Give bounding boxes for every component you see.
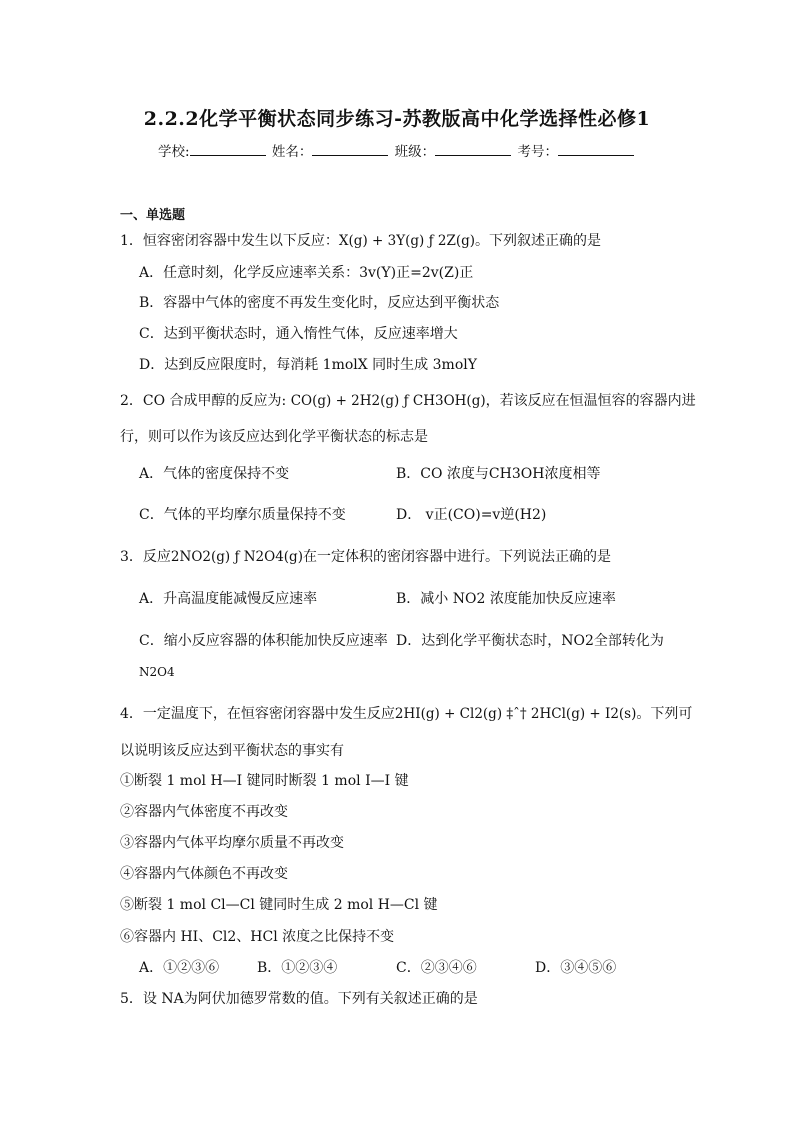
- section-heading: 一、单选题: [120, 208, 186, 223]
- question-2-stem-cont: 行，则可以作为该反应达到化学平衡状态的标志是: [120, 429, 428, 445]
- question-2-equation: CO(g) + 2H2(g) ƒ CH3OH(g): [290, 393, 486, 409]
- question-4-item-1: ①断裂 1 mol H—I 键同时断裂 1 mol I—I 键: [120, 773, 409, 789]
- question-2-option-c: C．气体的平均摩尔质量保持不变: [139, 507, 346, 523]
- question-3-option-a: A．升高温度能减慢反应速率: [139, 591, 318, 607]
- name-label: 姓名：: [271, 144, 313, 160]
- question-2-option-a: A．气体的密度保持不变: [139, 466, 290, 482]
- question-3-option-d: D．达到化学平衡状态时，NO2全部转化为: [396, 633, 664, 649]
- question-4-option-b: B．①②③④: [257, 960, 338, 976]
- question-1-option-a: A．任意时刻，化学反应速率关系：3v(Y)正=2v(Z)正: [139, 265, 474, 281]
- name-blank[interactable]: [312, 143, 388, 156]
- question-4-item-6: ⑥容器内 HI、Cl2、HCl 浓度之比保持不变: [120, 929, 395, 945]
- question-1-option-c: C．达到平衡状态时，通入惰性气体，反应速率增大: [139, 326, 458, 342]
- student-info-row: [0, 140, 794, 160]
- question-3-stem: 3．反应2NO2(g) ƒ N2O4(g)在一定体积的密闭容器中进行。下列说法正确的是: [120, 549, 611, 565]
- question-1-stem: 1．恒容密闭容器中发生以下反应：X(g) + 3Y(g) ƒ 2Z(g)。下列叙述正确的是: [120, 233, 602, 249]
- question-2-stem: 2．CO 合成甲醇的反应为: CO(g) + 2H2(g) ƒ CH3OH(g)，若该反应在恒温恒容的容器内进: [120, 393, 696, 409]
- question-3-option-d-cont: N2O4: [139, 665, 175, 679]
- question-4-item-5: ⑤断裂 1 mol Cl—Cl 键同时生成 2 mol H—Cl 键: [120, 897, 438, 913]
- question-1-equation: X(g) + 3Y(g) ƒ 2Z(g): [338, 233, 476, 249]
- question-4-item-4: ④容器内气体颜色不再改变: [120, 866, 288, 882]
- question-4-item-2: ②容器内气体密度不再改变: [120, 804, 288, 820]
- question-4-option-c: C．②③④⑥: [396, 960, 477, 976]
- page-title: 2.2.2化学平衡状态同步练习-苏教版高中化学选择性必修1: [143, 108, 651, 130]
- question-4-option-a: A．①②③⑥: [139, 960, 220, 976]
- question-1-option-d: D．达到反应限度时，每消耗 1molX 同时生成 3molY: [139, 357, 477, 373]
- question-4-stem: 4．一定温度下，在恒容密闭容器中发生反应2HI(g) + Cl2(g) ‡ˆ† 2HCl(g) + I2(s)。下列可: [120, 706, 693, 722]
- exam-number-blank[interactable]: [558, 143, 634, 156]
- class-label: 班级：: [394, 144, 436, 160]
- question-3-option-c: C．缩小反应容器的体积能加快反应速率: [139, 633, 388, 649]
- question-4-option-d: D．③④⑤⑥: [535, 960, 617, 976]
- question-1-option-b: B．容器中气体的密度不再发生变化时，反应达到平衡状态: [139, 295, 500, 311]
- question-4-stem-cont: 以说明该反应达到平衡状态的事实有: [120, 743, 344, 759]
- school-blank[interactable]: [190, 143, 266, 156]
- class-blank[interactable]: [435, 143, 511, 156]
- question-4-equation: 2HI(g) + Cl2(g) ‡ˆ† 2HCl(g) + I2(s): [394, 706, 637, 722]
- exam-number-label: 考号：: [517, 144, 558, 160]
- question-3-option-b: B．减小 NO2 浓度能加快反应速率: [396, 591, 616, 607]
- question-5-stem: 5．设 NA为阿伏加德罗常数的值。下列有关叙述正确的是: [120, 991, 478, 1007]
- question-2-option-d: D． v正(CO)=v逆(H2): [396, 507, 547, 523]
- question-2-option-b: B．CO 浓度与CH3OH浓度相等: [396, 466, 601, 482]
- question-4-item-3: ③容器内气体平均摩尔质量不再改变: [120, 835, 344, 851]
- question-3-equation: 2NO2(g) ƒ N2O4(g): [170, 549, 303, 565]
- school-label: 学校:: [158, 144, 190, 160]
